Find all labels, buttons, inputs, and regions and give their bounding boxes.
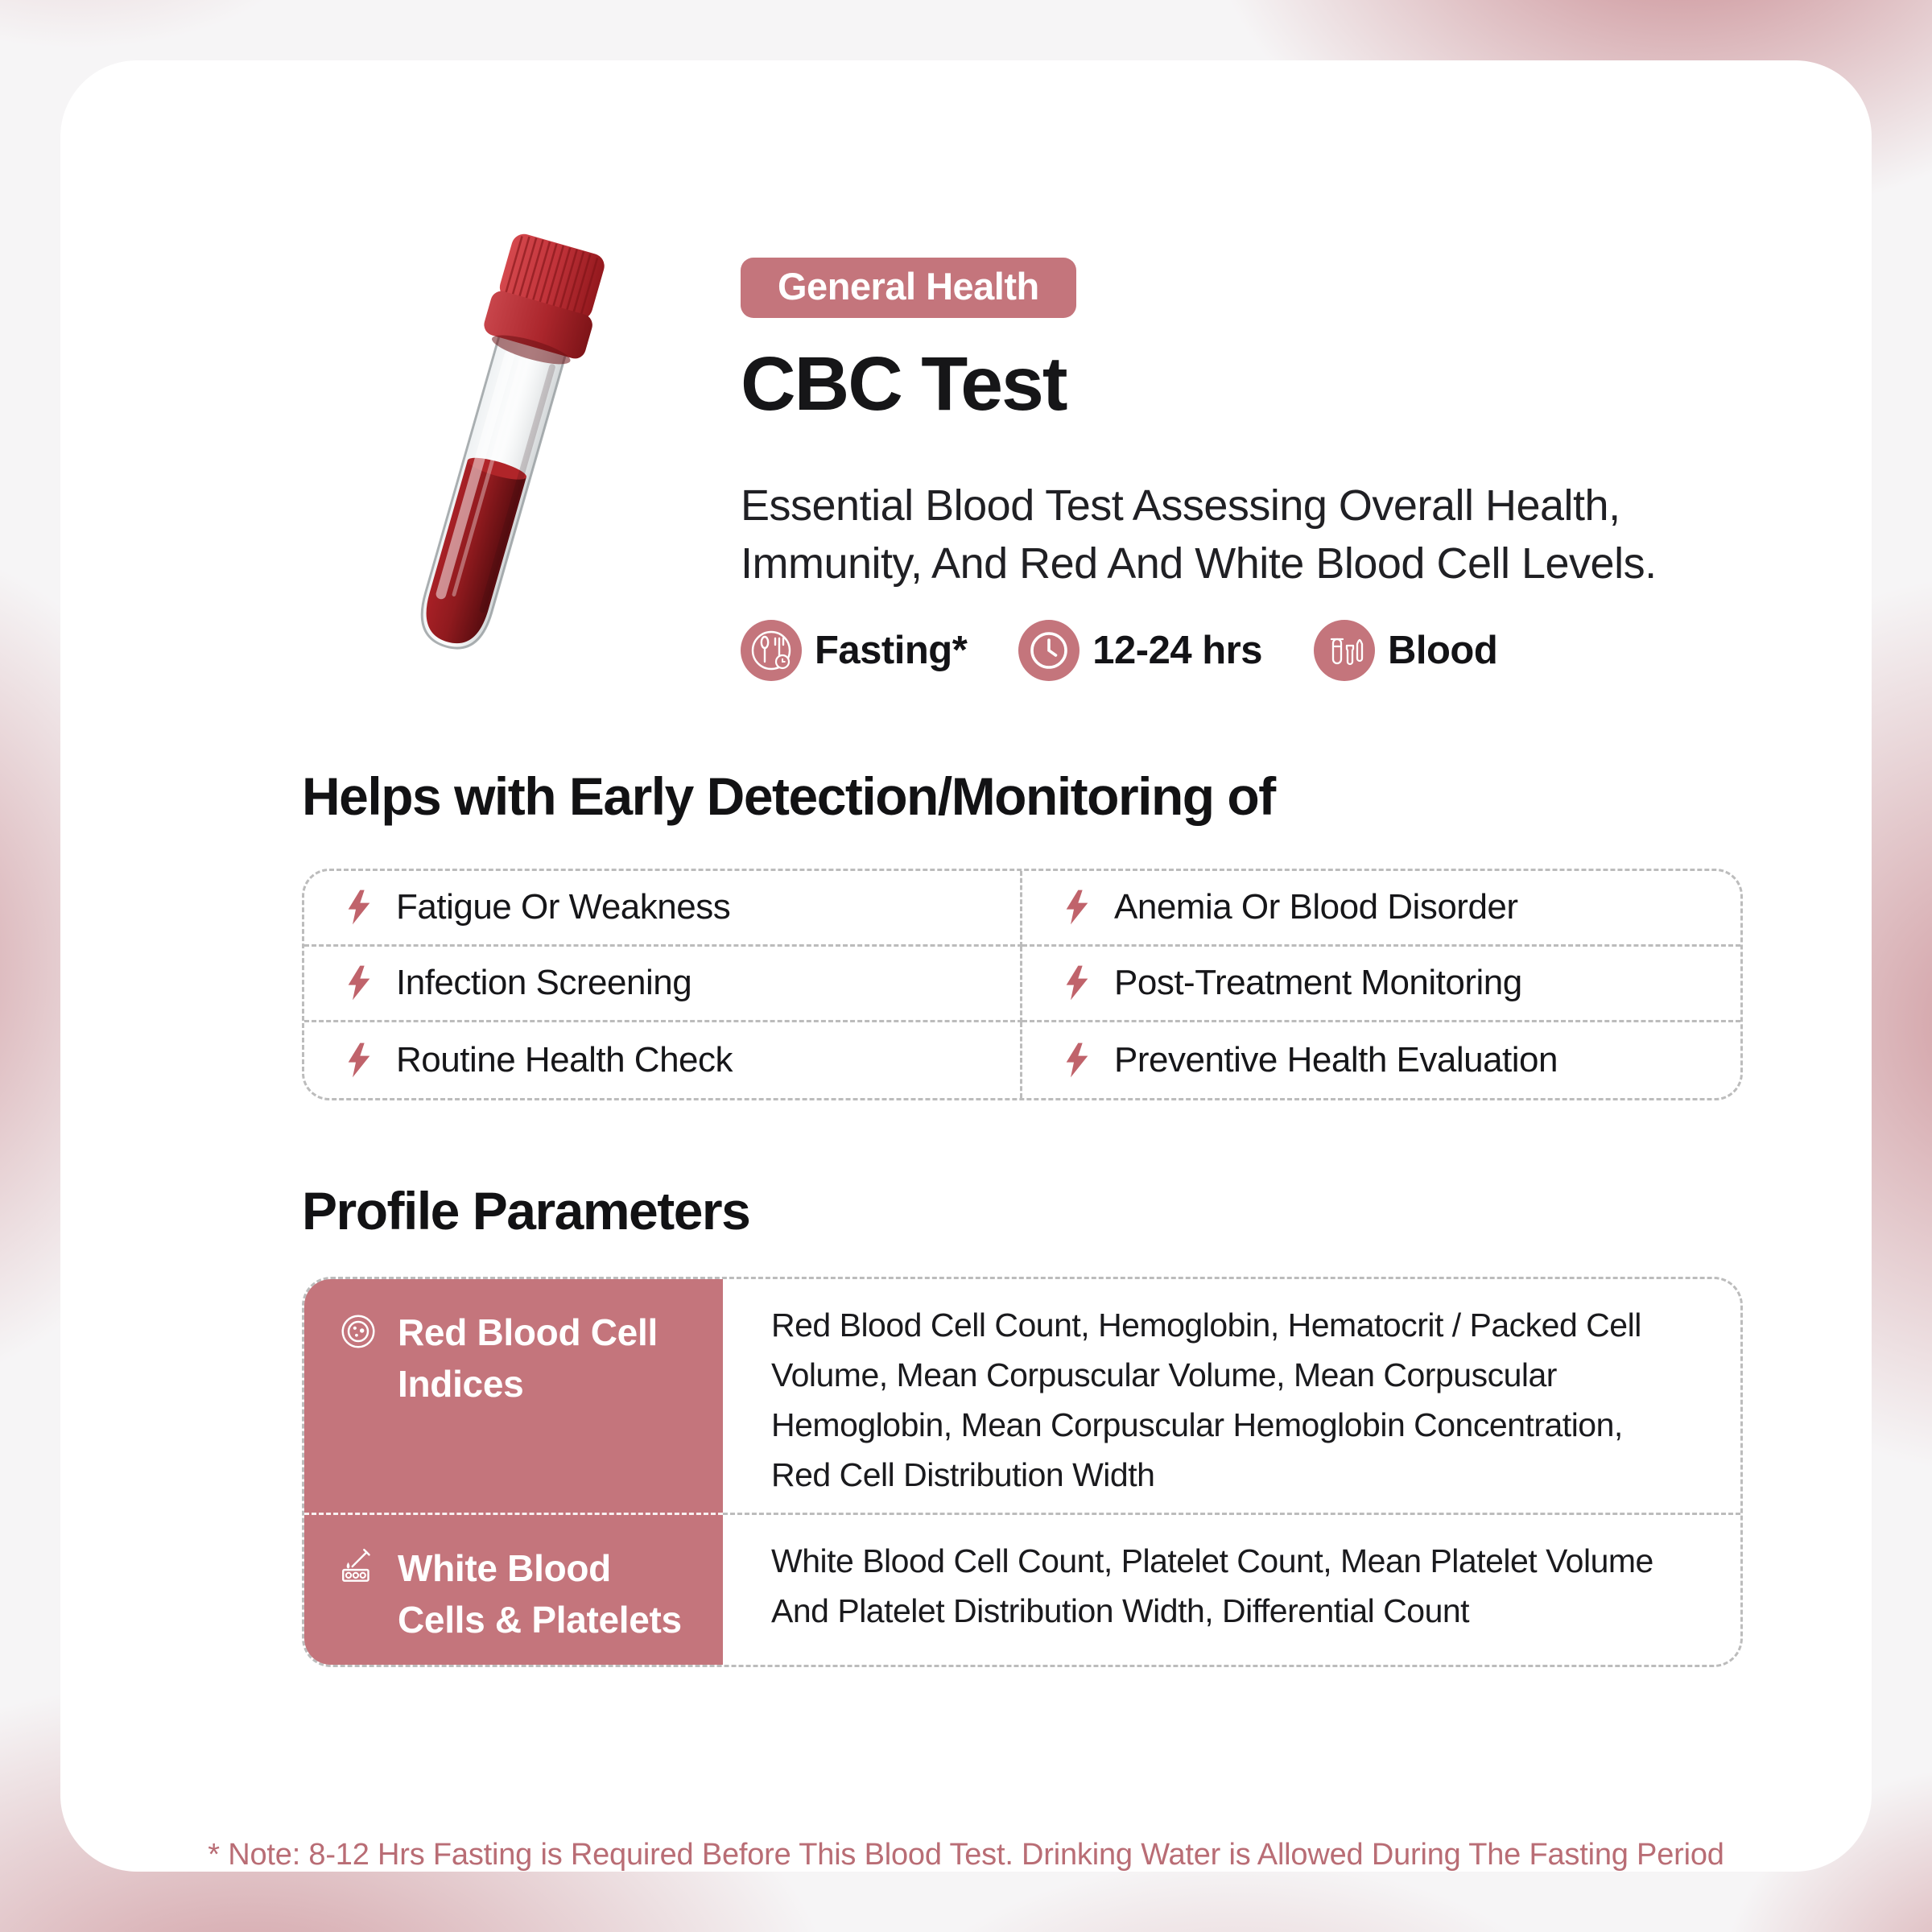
test-meta-row — [741, 620, 1755, 681]
detection-label: Anemia Or Blood Disorder — [1114, 887, 1518, 927]
detection-item — [304, 871, 1022, 947]
lightning-icon — [1064, 1042, 1090, 1079]
detection-item — [1022, 947, 1740, 1022]
profile-category-label: White Blood Cells & Platelets — [398, 1546, 682, 1641]
detection-item — [1022, 1022, 1740, 1098]
profile-parameters-section — [302, 1182, 1743, 1667]
profile-category-cell — [304, 1513, 723, 1665]
hero-section — [741, 258, 1755, 681]
meta-label: Blood — [1388, 628, 1498, 672]
lightning-icon — [1064, 889, 1090, 926]
detection-label: Preventive Health Evaluation — [1114, 1039, 1558, 1080]
profile-heading: Profile Parameters — [302, 1181, 750, 1241]
profile-parameters-text: Red Blood Cell Count, Hemoglobin, Hematocrit / Packed Cell Volume, Mean Corpuscular Volume, Mean Corpuscular Hemoglobin, Mean Corpuscular Hemoglobin Concentration, Red Cell Distribution Width — [771, 1306, 1641, 1493]
detection-section — [302, 767, 1743, 1100]
detection-item — [1022, 871, 1740, 947]
test-description: Essential Blood Test Assessing Overall Health, Immunity, And Red And White Blood Cell Levels. — [741, 481, 1657, 588]
lightning-icon — [1064, 964, 1090, 1001]
blood-test-tube-image — [346, 233, 692, 672]
profile-category-cell — [304, 1279, 723, 1513]
content-card — [60, 60, 1872, 1872]
meta-item-fasting — [741, 620, 967, 681]
meta-item-duration — [1018, 620, 1262, 681]
red-blood-cell-icon — [338, 1311, 378, 1352]
blood-icon — [1314, 620, 1375, 681]
lightning-icon — [346, 964, 372, 1001]
clock-icon — [1018, 620, 1080, 681]
test-tube-icon — [283, 191, 737, 708]
fasting-icon — [741, 620, 802, 681]
category-badge: General Health — [741, 258, 1076, 318]
detection-label: Routine Health Check — [396, 1039, 733, 1080]
meta-label: 12-24 hrs — [1092, 628, 1262, 672]
white-blood-cells-icon — [338, 1547, 378, 1587]
meta-label: Fasting* — [815, 628, 968, 672]
detection-grid — [302, 869, 1743, 1100]
detection-label: Fatigue Or Weakness — [396, 887, 731, 927]
fasting-note: * Note: 8-12 Hrs Fasting is Required Before This Blood Test. Drinking Water is Allowed During The Fasting Period — [208, 1838, 1724, 1872]
lightning-icon — [346, 1042, 372, 1079]
profile-table — [302, 1277, 1743, 1667]
detection-label: Infection Screening — [396, 963, 692, 1003]
page-title: CBC Test — [741, 341, 1067, 427]
detection-item — [304, 1022, 1022, 1098]
meta-item-sample — [1314, 620, 1497, 681]
detection-item — [304, 947, 1022, 1022]
profile-parameters-cell — [723, 1513, 1740, 1665]
detection-heading: Helps with Early Detection/Monitoring of — [302, 766, 1275, 826]
profile-parameters-cell — [723, 1279, 1740, 1513]
detection-label: Post-Treatment Monitoring — [1114, 963, 1522, 1003]
profile-parameters-text: White Blood Cell Count, Platelet Count, Mean Platelet Volume And Platelet Distribution Width, Differential Count — [771, 1542, 1653, 1629]
lightning-icon — [346, 889, 372, 926]
profile-category-label: Red Blood Cell Indices — [398, 1311, 658, 1405]
